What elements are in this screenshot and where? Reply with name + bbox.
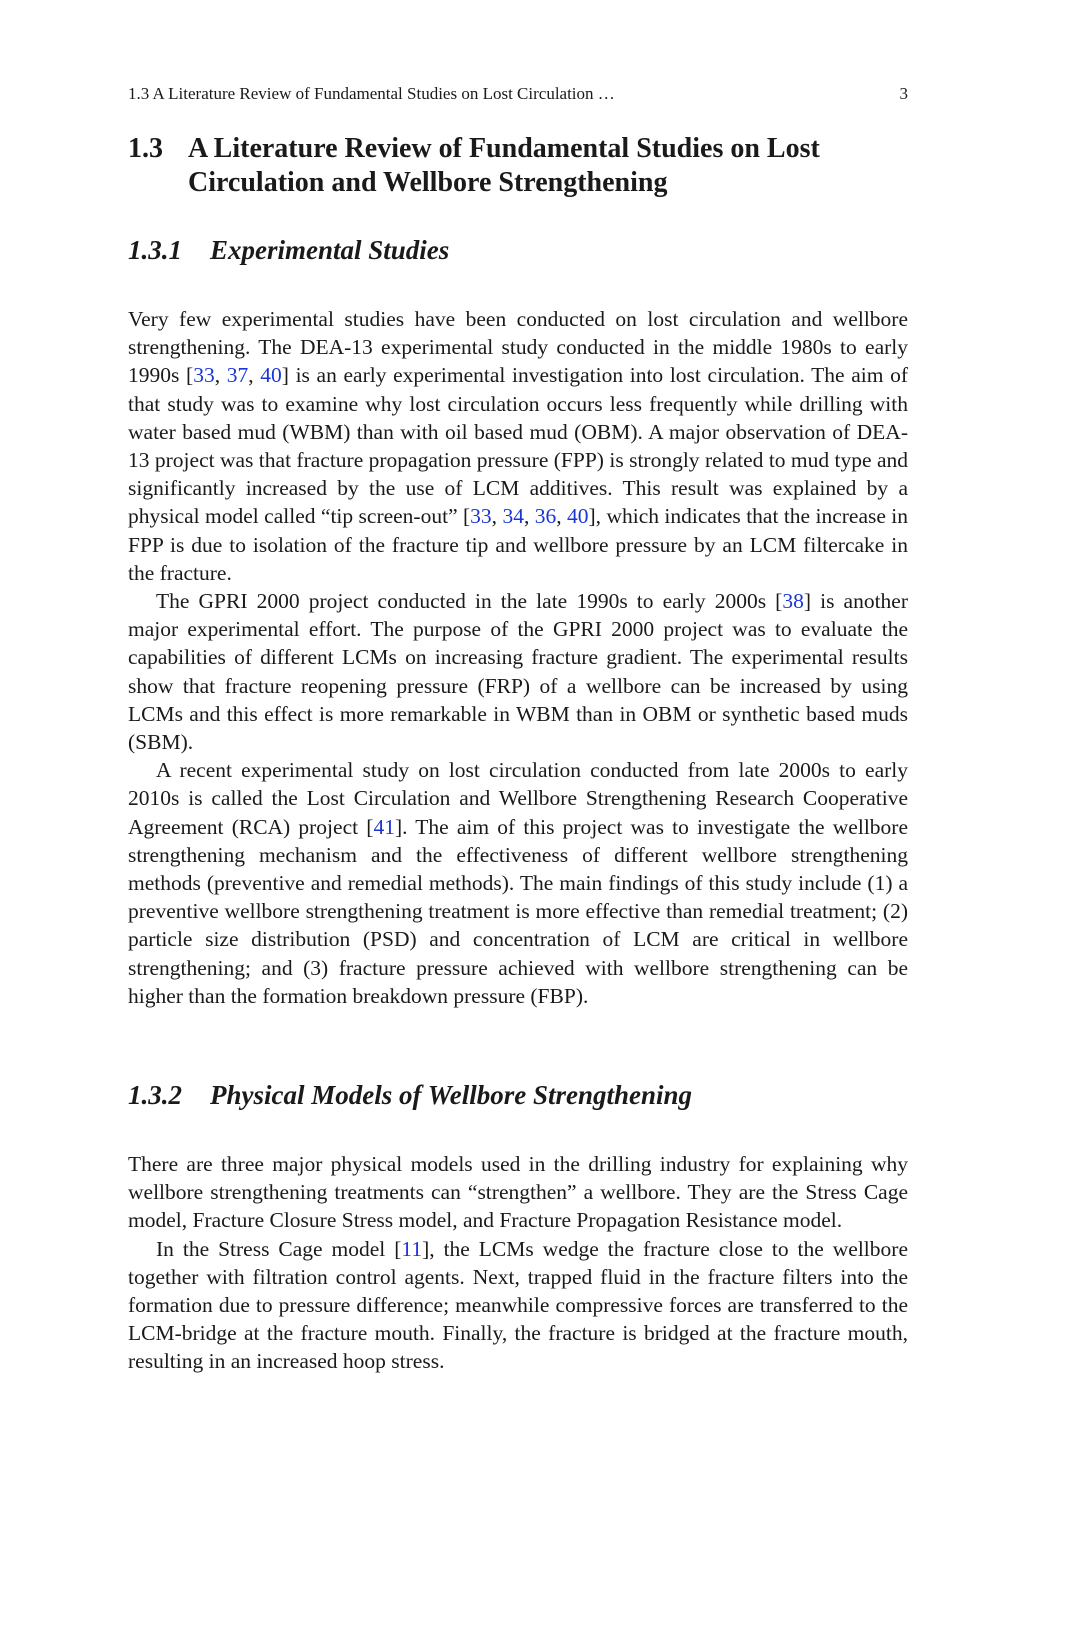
text: , xyxy=(214,363,227,388)
paragraph xyxy=(128,756,908,1010)
citation-link[interactable]: 36 xyxy=(534,504,557,529)
text: ], the LCMs wedge the fracture close to the wellbore together with filtration control agents. Next, trapped fluid in the fracture filters into the formation due to pressure difference; meanwhile compressive forces are transferred to the LCM-bridge at the fracture mouth. Finally, the fracture is bridged at the fracture mouth, resulting in an increased hoop stress. xyxy=(128,1236,908,1374)
page-number: 3 xyxy=(899,84,908,103)
text: , xyxy=(523,504,535,529)
citation-link[interactable]: 38 xyxy=(782,589,804,614)
paragraph xyxy=(128,587,908,756)
subsection-number: 1.3.1 xyxy=(128,235,182,265)
citation-link[interactable]: 40 xyxy=(567,504,589,529)
citation-link[interactable]: 11 xyxy=(401,1236,423,1261)
paragraph xyxy=(128,1235,908,1376)
text: Very few experimental studies have been conducted on lost circulation and wellbore strengthening. The DEA-13 experimental study conducted in the middle 1980s to early 1990s [ xyxy=(128,307,908,388)
text: ] is an early experimental investigation into lost circulation. The aim of that study was to examine why lost circulation occurs less frequently while drilling with water based mud (WBM) than with oil based mud (OBM). A major observation of DEA-13 project was that fracture propagation pressure (FPP) is strongly related to mud type and significantly increased by the use of LCM additives. This result was explained by a physical model called “tip screen-out” [ xyxy=(128,363,909,529)
text: In the Stress Cage model [ xyxy=(156,1236,402,1261)
citation-link[interactable]: 33 xyxy=(470,504,492,529)
citation-link[interactable]: 37 xyxy=(226,363,249,388)
paragraph xyxy=(128,305,908,587)
subsection-number: 1.3.2 xyxy=(128,1080,182,1110)
text: ]. The aim of this project was to investigate the wellbore strengthening mechanism and the effectiveness of different wellbore strengthening methods (preventive and remedial methods). The main findings of this study include (1) a preventive wellbore strengthening treatment is more effective than remedial treatment; (2) particle size distribution (PSD) and concentration of LCM are critical in wellbore strengthening; and (3) fracture pressure achieved with wellbore strengthening can be higher than the formation breakdown pressure (FBP). xyxy=(128,814,909,1008)
citation-link[interactable]: 40 xyxy=(260,363,282,388)
subsection-heading-1-3-2 xyxy=(128,1079,692,1111)
text: , xyxy=(248,363,261,388)
citation-link[interactable]: 41 xyxy=(373,814,395,839)
paragraph xyxy=(128,1150,908,1235)
running-head xyxy=(128,84,908,104)
text: A recent experimental study on lost circulation conducted from late 2000s to early 2010s is called the Lost Circulation and Wellbore Strengthening Research Cooperative Agreement (RCA) project [ xyxy=(128,758,908,839)
text: The GPRI 2000 project conducted in the late 1990s to early 2000s [ xyxy=(156,589,783,614)
text: , xyxy=(491,504,503,529)
subsection-title: Physical Models of Wellbore Strengthening xyxy=(210,1080,693,1110)
citation-link[interactable]: 34 xyxy=(502,504,524,529)
section-title: A Literature Review of Fundamental Studies on Lost Circulation and Wellbore Strengthening xyxy=(188,133,820,198)
experimental-studies-body xyxy=(128,305,908,1010)
section-heading xyxy=(128,132,908,200)
text: ], which indicates that the increase in FPP is due to isolation of the fracture tip and wellbore pressure by an LCM filtercake in the fracture. xyxy=(128,504,909,585)
running-head-title: 1.3 A Literature Review of Fundamental Studies on Lost Circulation … xyxy=(128,84,615,103)
citation-link[interactable]: 33 xyxy=(193,363,215,388)
text: There are three major physical models used in the drilling industry for explaining why wellbore strengthening treatments can “strengthen” a wellbore. They are the Stress Cage model, Fracture Closure Stress model, and Fracture Propagation Resistance model. xyxy=(128,1152,908,1233)
subsection-title: Experimental Studies xyxy=(210,235,450,265)
physical-models-body xyxy=(128,1150,908,1376)
text: , xyxy=(556,504,568,529)
section-number: 1.3 xyxy=(128,133,163,164)
text: ] is another major experimental effort. The purpose of the GPRI 2000 project was to evaluate the capabilities of different LCMs on increasing fracture gradient. The experimental results show that fracture reopening pressure (FRP) of a wellbore can be increased by using LCMs and this effect is more remarkable in WBM than in OBM or synthetic based muds (SBM). xyxy=(128,589,909,755)
subsection-heading-1-3-1 xyxy=(128,234,449,266)
